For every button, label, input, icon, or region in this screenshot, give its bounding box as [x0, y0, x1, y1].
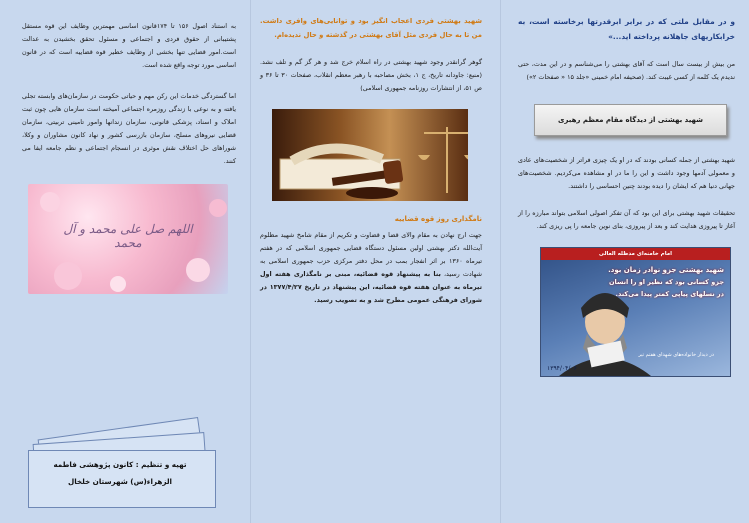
judiciary-day-text: جهت ارج نهادن به مقام والای قضا و قضاوت و تکریم از مقام شامخ شهید مظلوم آیت‌الله دکتر بهشتی اولین مسئول دستگاه قضایی جمهوری اسلامی که در هفتم تیرماه ۱۳۶۰ بر اثر انفجار بمب در محل دفتر مرکزی حزب جمهوری اسلامی به شهادت رسید، — [260, 231, 482, 278]
poster-line-3: در نسلهای پیاپی کمتر پیدا می‌کند. — [615, 290, 724, 298]
gavel-books-image — [272, 109, 468, 201]
credit-text — [36, 456, 204, 490]
right-column — [500, 0, 749, 523]
leader-view-paragraph: شهید بهشتی از جمله کسانی بودند که در او یک چیزی فراتر از شخصیت‌های عادی و معمولی آدمها وجود داشت و این را ما در او مشاهده می‌کردیم. شخصیت‌های جهانی دنیا هم که ایشان را دیده بودند چنین احساسی را داشتند. — [518, 156, 735, 190]
calligraphy-text: اللهم صل علی محمد و آل محمد — [63, 222, 193, 250]
constitution-paragraph: به استناد اصول ۱۵۶ تا ۱۷۴قانون اساسی مهمترین وظایف این قوه مستقل پشتیبانی از حقوق فردی و اجتماعی و مسئول تحقق بخشیدن به عدالت است.امور قضایی تنها بخشی از وظایف خطیر قوه قضاییه است که در قانون اساسی مورد توجه واقع شده است. — [22, 22, 236, 69]
poster-caption: در دیدار خانواده‌های شهدای هفتم تیر — [638, 352, 714, 358]
imam-quote-heading-orange: شهید بهشتی فردی اعجاب انگیز بود و توانایی‌های وافری داشت. من تا به حال فردی مثل آقای بهشتی در گذشته و حال ندیده‌ام. — [260, 17, 482, 39]
middle-column — [250, 0, 500, 523]
credit-line-2: الزهراء(س) شهرستان خلخال — [67, 477, 173, 486]
judiciary-day-bold-text: بنا به پیشنهاد قوه قضائیه، مبنی بر نامگذاری هفته اول تیرماه به عنوان هفته قوه قضائیه، این پیشنهاد در تاریخ ۱۳۷۷/۴/۲۷ در شورای فرهنگی عمومی مطرح شد و به تصویب رسید. — [260, 270, 482, 304]
credit-box — [26, 428, 226, 514]
poster-line-2: جزو کسانی بود که نظیر او را انسان — [608, 278, 724, 286]
imam-quote-heading: و در مقابل ملتی که در برابر ابرقدرتها برخاسته است، به خرابکاریهای جاهلانه پرداخته اید...» — [518, 17, 735, 41]
poster-band: امام خامنه‌ای مدظله العالی — [541, 248, 730, 260]
judiciary-day-paragraph — [260, 229, 482, 307]
poster-date: ۱۳۹۴/۰۴/۰۶ — [547, 365, 577, 372]
credit-line-1: تهیه و تنظیم : کانون پژوهشی فاطمه — [53, 460, 187, 469]
research-paragraph: تحقیقات شهید بهشتی برای این بود که آن تفکر اصولی اسلامی بتواند مبارزه را از آغاز تا پیروزی هدایت کند و بعد از پیروزی، بنای نوین جامعه را پی ریزی کند. — [518, 209, 735, 230]
section-title: شهید بهشتی از دیدگاه مقام معظم رهبری — [557, 116, 704, 124]
imam-quote-text: من بیش از بیست سال است که آقای بهشتی را می‌شناسم و در این مدت، حتی ندیدم یک کلمه از کسی غیبت کند. (صحیفه امام خمینی «جلد ۱۵ « صفحات ۲») — [518, 60, 735, 81]
beheshti-poster-image — [540, 247, 731, 377]
services-paragraph: اما گستردگی خدمات این رکن مهم و حیاتی حکومت در سازمان‌های وابسته تجلی یافته و به نوعی با زندگی روزمره اجتماعی آمیخته است سازمان هایی چون ثبت املاک و اسناد، پزشکی قانونی، سازمان زندانها وامور تامینی تربیتی، سازمان قضایی نیروهای مسلح، سازمان بازرسی کشور و نهاد کانون مشاوران و وکلا، شوراهای حل اختلاف نقش موثری در انسجام اجتماعی و نظم جامعه ایفا می کنند. — [22, 92, 236, 165]
judiciary-day-title: نامگذاری روز قوه قضاییه — [394, 215, 482, 223]
section-title-box — [534, 104, 727, 136]
calligraphy-flower-image — [28, 184, 228, 294]
poster-line-1: شهید بهشتی جزو نوادر زمان بود. — [608, 266, 724, 274]
leader-quote-paragraph: گوهر گرانقدر وجود شهید بهشتی در راه اسلام خرج شد و هر گز گم و تلف نشد. (منبع: جاودانه تاریخ، ج ۱، بخش مصاحبه با رهبر معظم انقلاب، صفحات ۳۰ تا ۳۶ و ص ۵۱، از انتشارات روزنامه جمهوری اسلامی) — [260, 58, 482, 92]
gavel-illustration — [272, 109, 468, 201]
